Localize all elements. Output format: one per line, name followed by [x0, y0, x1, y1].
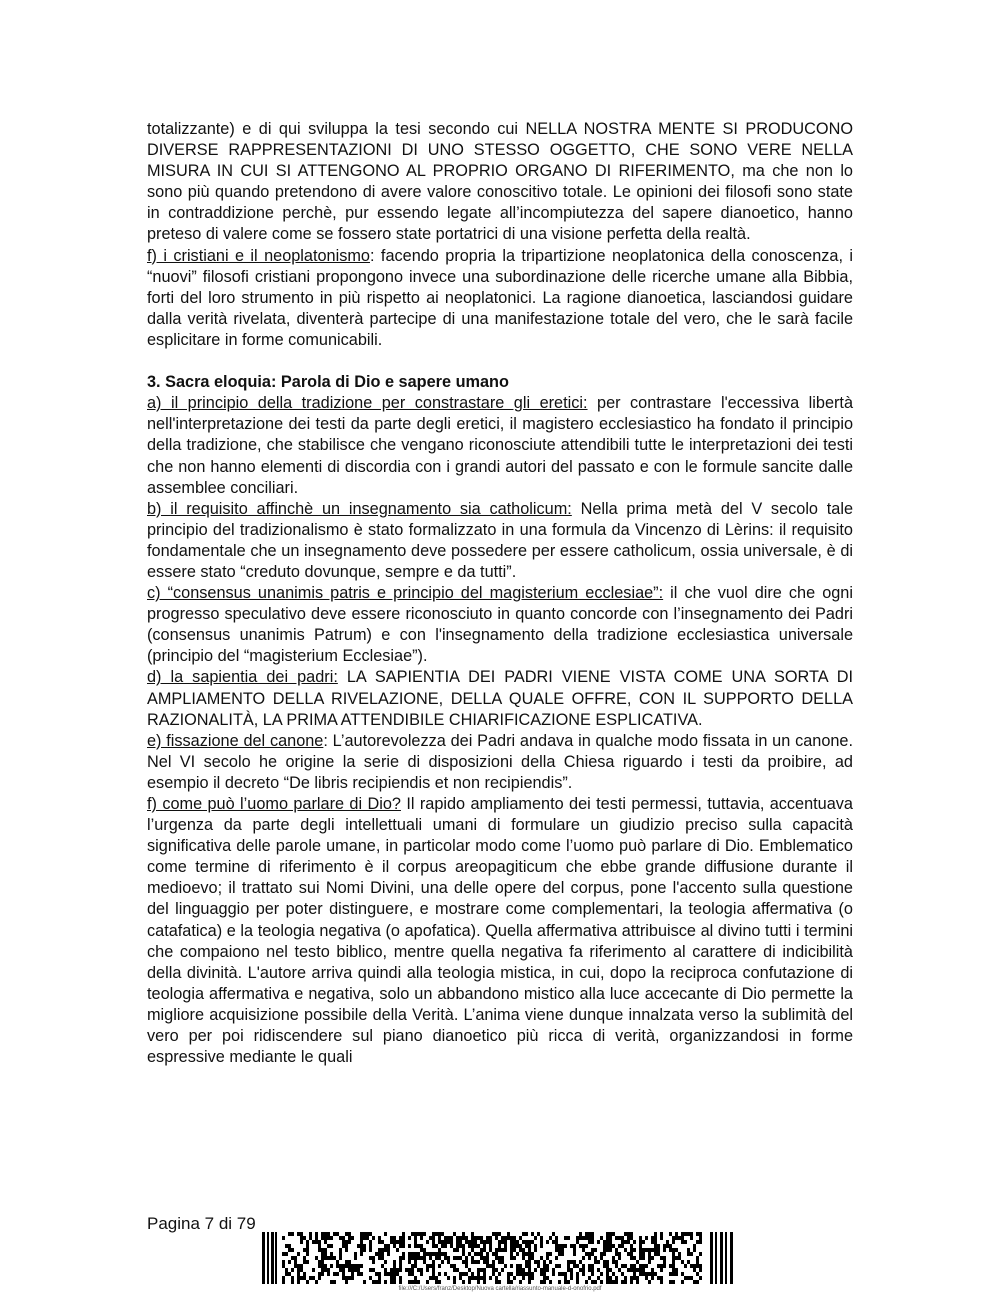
section-paragraph-b — [147, 499, 853, 583]
paragraph — [147, 119, 853, 246]
section-paragraph-c — [147, 583, 853, 667]
paragraph-lead: f) i cristiani e il neoplatonismo — [147, 246, 370, 265]
paragraph-lead: c) “consensus unanimis patris e principio del magisterium ecclesiae”: — [147, 584, 664, 603]
paragraph-text: totalizzante) e di qui sviluppa la tesi secondo cui NELLA NOSTRA MENTE SI PRODUCONO DIVERSE RAPPRESENTAZIONI DI UNO STESSO OGGETTO, CHE SONO VERE NELLA MISURA IN CUI SI ATTENGONO AL PROPRIO ORGANO DI RIFERIMENTO, ma che non lo sono più quando pretendono di avere valore conoscitivo totale. Le opinioni dei filosofi sono state in contraddizione perchè, pur essendo legate all’incompiutezza del sapere dianoetico, hanno preteso di valere come se fossero state portatrici di una visione perfetta della realtà. — [147, 120, 853, 244]
section-paragraph-a — [147, 393, 853, 498]
paragraph-text: Nella prima metà del V secolo tale principio del tradizionalismo è stato formalizzato in una formula da Vincenzo di Lèrins: il requisito fondamentale che un insegnamento deve possedere per essere catholicum, ossia universale, è di essere stato “creduto dovunque, sempre e da tutti”. — [147, 499, 853, 581]
section-heading: 3. Sacra eloquia: Parola di Dio e sapere umano — [147, 373, 509, 392]
paragraph-text: Il rapido ampliamento dei testi permessi, tuttavia, accentuava l’urgenza da parte degli intellettuali umani di formulare un giudizio preciso sulla capacità significativa delle parole umane, in particolar modo come l’uomo può parlare di Dio. Emblematico come termine di riferimento è il corpus areopagiticum che ebbe grande diffusione durante il medioevo; il trattato sui Nomi Divini, una delle opere del corpus, pone l'accento sulla questione del linguaggio per poter distinguere, e mostrare come complementari, la teologia affermativa (o catafatica) e la teologia negativa (o apofatica). Quella affermativa attribuisce al divino tutti i termini che compaiono nel testo biblico, mentre quella negativa fa riferimento al carattere di indicibilità della divinità. L'autore arriva quindi alla teologia mistica, in cui, dopo la reciproca confutazione di teologia affermativa e negativa, solo un abbandono mistico alla luce accecante di Dio permette la migliore acquisizione possibile della Verità. L’anima viene dunque innalzata verso la sublimità del vero per poi ridiscendere sul piano dianoetico più ricca di verità, organizzandosi in forme espressive mediante le quali — [147, 795, 853, 1067]
document-body — [147, 119, 853, 1068]
paragraph-text: il che vuol dire che ogni progresso speculativo deve essere riconosciuto in quanto concorde con l’insegnamento dei Padri (consensus unanimis Patrum) e con l'insegnamento della tradizione ecclesiastica universale (principio del “magisterium Ecclesiae”). — [147, 584, 853, 666]
paragraph-lead: e) fissazione del canone — [147, 731, 324, 750]
file-path: file:///C:/Users/franz/Desktop/Nuova cartella/riassunto-manuale-d-onofrio.pdf — [398, 1286, 602, 1292]
page-number: Pagina 7 di 79 — [147, 1214, 256, 1233]
section-paragraph-f — [147, 794, 853, 1068]
section-paragraph-e — [147, 731, 853, 794]
paragraph — [147, 246, 853, 351]
paragraph-spacer — [147, 351, 853, 372]
paragraph-lead: f) come può l’uomo parlare di Dio? — [147, 795, 401, 813]
paragraph-text: : facendo propria la tripartizione neoplatonica della conoscenza, i “nuovi” filosofi cristiani propongono invece una subordinazione delle ricerche umane alla Bibbia, forti del loro strumento in più rispetto ai neoplatonici. La ragione dianoetica, lasciandosi guidare dalla verità rivelata, diventerà partecipe di una manifestazione totale del vero, che le sarà facile esplicitare in forme comunicabili. — [147, 246, 853, 349]
paragraph-text: LA SAPIENTIA DEI PADRI VIENE VISTA COME UNA SORTA DI AMPLIAMENTO DELLA RIVELAZIONE, DELLA QUALE OFFRE, CON IL SUPPORTO DELLA RAZIONALITÀ, LA PRIMA ATTENDIBILE CHIARIFICAZIONE ESPLICATIVA. — [147, 668, 853, 729]
paragraph-text: : L’autorevolezza dei Padri andava in qualche modo fissata in un canone. Nel VI secolo he origine la serie di disposizioni della Chiesa riguardo i testi da proibire, ad esempio il decreto “De libris recipiendis et non recipiendis”. — [147, 731, 854, 792]
paragraph-lead: b) il requisito affinchè un insegnamento sia catholicum: — [147, 499, 572, 518]
paragraph-lead: a) il principio della tradizione per constrastare gli eretici: — [147, 394, 588, 413]
paragraph-text: per contrastare l'eccessiva libertà nell'interpretazione dei testi da parte degli eretici, il magistero ecclesiastico ha fondato il principio della tradizione, che stabilisce che vengano riconosciute attendibili tutte le interpretazioni dei testi che non hanno elementi di discordia con i grandi autori del passato e con le formule sancite dalle assemblee conciliari. — [147, 394, 853, 497]
barcode-image — [262, 1232, 742, 1284]
section-paragraph-d — [147, 667, 853, 730]
paragraph-lead: d) la sapientia dei padri: — [147, 668, 338, 687]
